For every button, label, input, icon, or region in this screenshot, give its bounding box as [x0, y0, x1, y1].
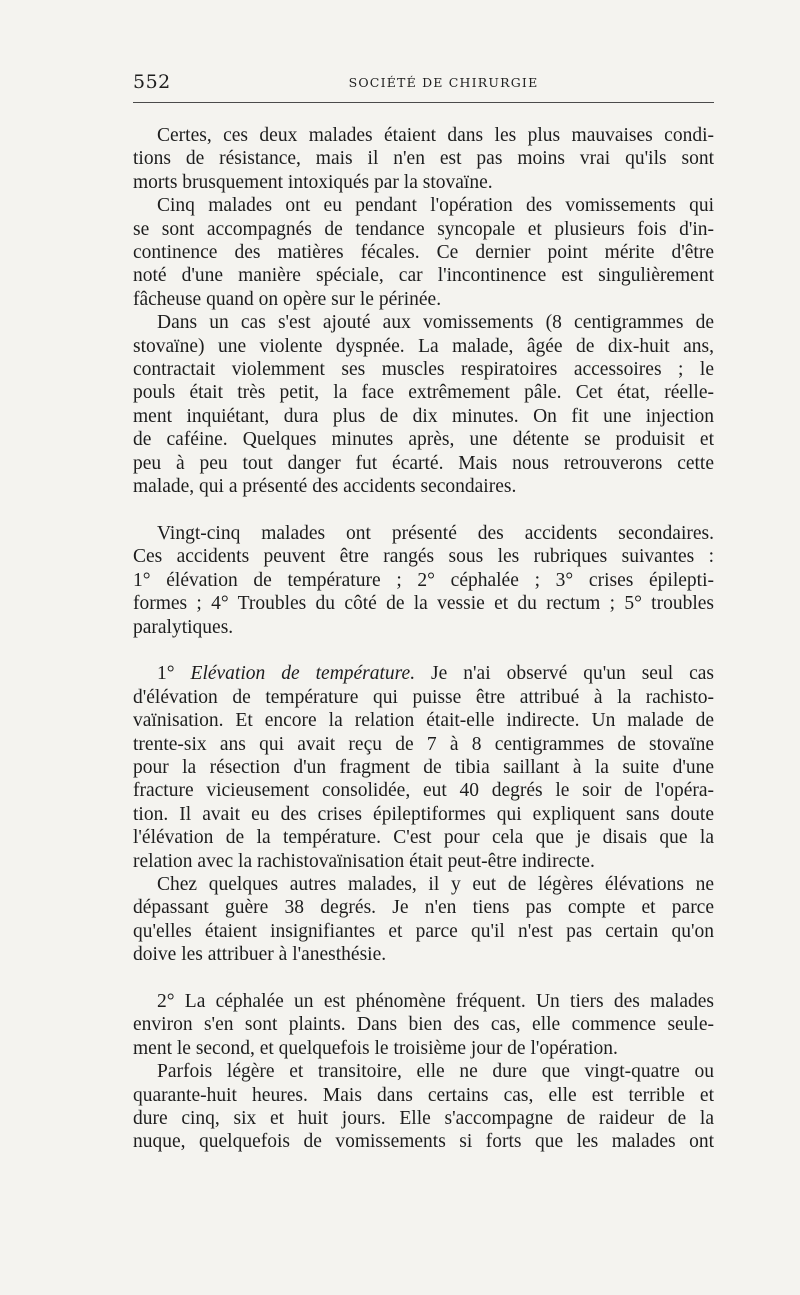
text-line: l'élévation de la température. C'est pour cela que je disais que la — [133, 827, 714, 849]
page-header — [133, 71, 714, 97]
text-line: fâcheuse quand on opère sur le périnée. — [133, 288, 442, 310]
text-line — [133, 662, 714, 685]
text-line: Dans un cas s'est ajouté aux vomissements (8 centigrammes de — [157, 312, 714, 334]
text-line: Vingt-cinq malades ont présenté des accidents secondaires. — [157, 522, 714, 544]
text-line: paralytiques. — [133, 616, 234, 638]
page-number: 552 — [133, 71, 171, 93]
body-text — [133, 124, 714, 1154]
text-line: dépassant guère 38 degrés. Je n'en tiens pas compte et parce — [133, 897, 714, 919]
text-line: pour la résection d'un fragment de tibia saillant à la suite d'une — [133, 756, 714, 778]
text-line: quarante-huit heures. Mais dans certains cas, elle est terrible et — [133, 1084, 714, 1106]
paragraph — [133, 194, 714, 311]
paragraph — [133, 662, 714, 873]
text-line: Ces accidents peuvent être rangés sous les rubriques suivantes : — [133, 546, 714, 568]
running-title: SOCIÉTÉ DE CHIRURGIE — [348, 75, 539, 90]
paragraph-gap — [133, 967, 714, 990]
paragraph-gap — [133, 639, 714, 662]
text-line: stovaïne) une violente dyspnée. La malade, âgée de dix-huit ans, — [133, 335, 714, 357]
text-line: noté d'une manière spéciale, car l'incontinence est singulièrement — [133, 265, 714, 287]
text-line: environ s'en sont plaints. Dans bien des cas, elle commence seule- — [133, 1014, 714, 1036]
text-line: qu'elles étaient insignifiantes et parce qu'il n'est pas certain qu'on — [133, 920, 714, 942]
text-line: Parfois légère et transitoire, elle ne dure que vingt-quatre ou — [157, 1061, 714, 1083]
paragraph — [133, 311, 714, 498]
header-rule — [133, 102, 714, 103]
text-line: d'élévation de température qui puisse être attribué à la rachisto- — [133, 686, 714, 708]
text-line: pouls était très petit, la face extrêmement pâle. Cet état, réelle- — [133, 382, 714, 404]
paragraph — [133, 522, 714, 639]
text-line: fracture vicieusement consolidée, eut 40 degrés le soir de l'opéra- — [133, 780, 714, 802]
paragraph — [133, 873, 714, 967]
text-line: trente-six ans qui avait reçu de 7 à 8 centigrammes de stovaïne — [133, 733, 714, 755]
text-run: Je n'ai observé qu'un seul cas — [415, 663, 714, 685]
text-line: se sont accompagnés de tendance syncopale et plusieurs fois d'in- — [133, 218, 714, 240]
text-line: de caféine. Quelques minutes après, une détente se produisit et — [133, 429, 714, 451]
text-line: tion. Il avait eu des crises épileptiformes qui expliquent sans doute — [133, 803, 714, 825]
text-line: contractait violemment ses muscles respiratoires accessoires ; le — [133, 359, 714, 381]
section-number: 1° — [157, 663, 191, 685]
text-line: tions de résistance, mais il n'en est pas moins vrai qu'ils sont — [133, 148, 714, 170]
text-line: relation avec la rachistovaïnisation était peut-être indirecte. — [133, 850, 595, 872]
section-heading: Elévation de température. — [190, 663, 416, 685]
paragraph-gap — [133, 499, 714, 522]
text-line: continence des matières fécales. Ce dernier point mérite d'être — [133, 242, 714, 264]
text-line: 1° élévation de température ; 2° céphalée ; 3° crises épilepti- — [133, 569, 714, 591]
paragraph — [133, 124, 714, 194]
text-line: nuque, quelquefois de vomissements si forts que les malades ont — [133, 1131, 714, 1153]
text-line: Certes, ces deux malades étaient dans les plus mauvaises condi- — [157, 125, 714, 146]
text-line: peu à peu tout danger fut écarté. Mais nous retrouverons cette — [133, 452, 714, 474]
text-line: Cinq malades ont eu pendant l'opération des vomissements qui — [157, 195, 714, 217]
text-line: dure cinq, six et huit jours. Elle s'accompagne de raideur de la — [133, 1108, 714, 1130]
paragraph — [133, 990, 714, 1060]
text-line: 2° La céphalée un est phénomène fréquent. Un tiers des malades — [157, 990, 714, 1012]
text-line: ment inquiétant, dura plus de dix minutes. On fit une injection — [133, 405, 714, 427]
text-line: formes ; 4° Troubles du côté de la vessie et du rectum ; 5° troubles — [133, 593, 714, 615]
text-line: doive les attribuer à l'anesthésie. — [133, 944, 387, 966]
text-line: Chez quelques autres malades, il y eut de légères élévations ne — [157, 873, 714, 895]
text-line: ment le second, et quelquefois le troisième jour de l'opération. — [133, 1037, 618, 1059]
text-line: morts brusquement intoxiqués par la stovaïne. — [133, 171, 493, 193]
text-line: malade, qui a présenté des accidents secondaires. — [133, 476, 517, 498]
paragraph — [133, 1060, 714, 1154]
text-line: vaïnisation. Et encore la relation était-elle indirecte. Un malade de — [133, 710, 714, 732]
